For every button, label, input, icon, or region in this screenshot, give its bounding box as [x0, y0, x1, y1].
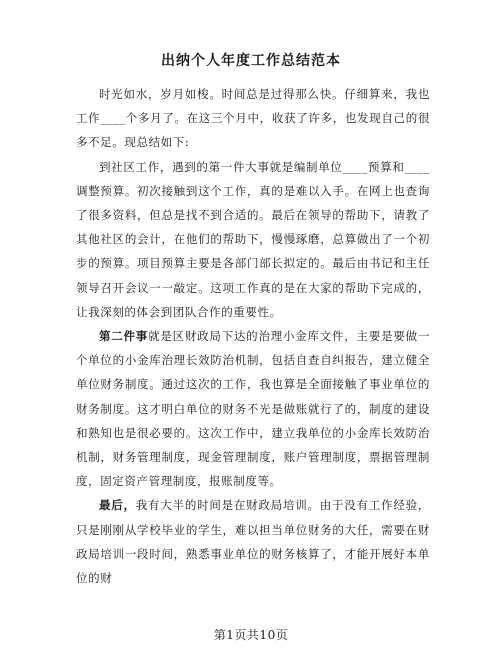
page-number-footer: 第1页共10页	[213, 628, 289, 642]
document-title: 出纳个人年度工作总结范本	[161, 53, 341, 69]
paragraph-text: 到社区工作，遇到的第一件大事就是编制单位____预算和____调整预算。初次接触到这个工作，真的是难以入手。在网上也查询了很多资料，但总是找不到合适的。最后在领导的帮助下，请教了其他社区的会计，在他们的帮助下，慢慢琢磨，总算做出了一个初步的预算。项目预算主要是各部门部长拟定的。最后由书记和主任领导召开会议一一敲定。这项工作真的是在大家的帮助下完成的，让我深刻的体会到团队合作的重要性。	[76, 159, 430, 319]
paragraph-lead: 第二件事	[99, 329, 149, 344]
paragraph-intro	[76, 82, 430, 155]
paragraph-second-task	[76, 324, 430, 493]
paragraph-lead: 最后，	[99, 498, 136, 513]
document-body	[76, 82, 430, 590]
paragraph-budget	[76, 155, 430, 324]
paragraph-text: 就是区财政局下达的治理小金库文件，主要是要做一个单位的小金库治理长效防治机制，包括自查自纠报告，建立健全单位财务制度。通过这次的工作，我也算是全面接触了事业单位的财务制度。这才明白单位的财务不光是做账就行了的，制度的建设和熟知也是很必要的。这次工作中，建立我单位的小金库长效防治机制，财务管理制度，现金管理制度，账户管理制度，票据管理制度，固定资产管理制度，报账制度等。	[76, 329, 430, 489]
paragraph-text: 时光如水，岁月如梭。时间总是过得那么快。仔细算来，我也工作____个多月了。在这三个月中，收获了许多，也发现自己的很多不足。现总结如下:	[76, 87, 430, 150]
paragraph-text: 我有大半的时间是在财政局培训。由于没有工作经验，只是刚刚从学校毕业的学生，难以担当单位财务的大任，需要在财政局培训一段时间，熟悉事业单位的财务核算了，才能开展好本单位的财	[76, 498, 430, 586]
paragraph-training	[76, 493, 430, 590]
